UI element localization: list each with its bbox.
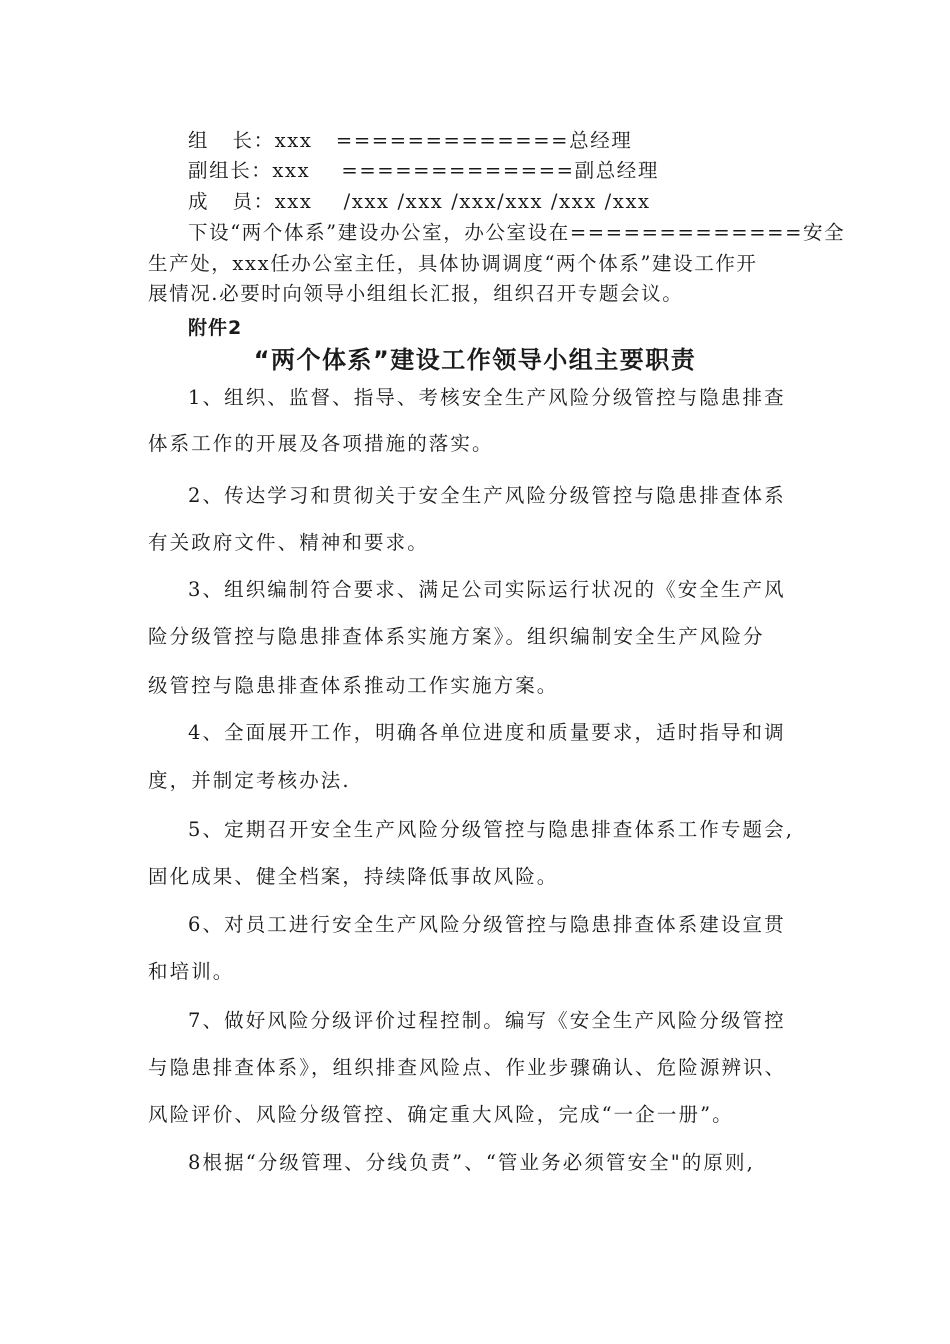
group-leader-line: 组 长：xxx =============总经理 (188, 129, 633, 152)
duty-5-line-2: 固化成果、健全档案，持续降低事故风险。 (148, 865, 559, 888)
duty-7-line-1: 7、做好风险分级评价过程控制。编写《安全生产风险分级管控 (188, 1009, 786, 1032)
office-paragraph-line-3: 展情况.必要时向领导小组组长汇报，组织召开专题会议。 (148, 282, 684, 305)
document-title: “两个体系”建设工作领导小组主要职责 (253, 346, 697, 374)
duty-1-line-1: 1、组织、监督、指导、考核安全生产风险分级管控与隐患排查 (188, 386, 786, 409)
duty-3-line-3: 级管控与隐患排查体系推动工作实施方案。 (148, 674, 559, 697)
duty-4-line-2: 度，并制定考核办法. (148, 769, 351, 792)
group-members-line: 成 员：xxx /xxx /xxx /xxx/xxx /xxx /xxx (188, 190, 651, 213)
duty-1-line-2: 体系工作的开展及各项措施的落实。 (148, 432, 494, 455)
duty-4-line-1: 4、全面展开工作，明确各单位进度和质量要求，适时指导和调 (188, 721, 786, 744)
attachment-label: 附件2 (188, 317, 243, 339)
duty-6-line-1: 6、对员工进行安全生产风险分级管控与隐患排查体系建设宣贯 (188, 913, 786, 936)
office-paragraph-line-1: 下设“两个体系”建设办公室，办公室设在=============安全 (188, 221, 846, 244)
duty-5-line-1: 5、定期召开安全生产风险分级管控与隐患排查体系工作专题会, (188, 818, 795, 841)
duty-7-line-3: 风险评价、风险分级管控、确定重大风险，完成“一企一册”。 (148, 1103, 734, 1126)
duty-3-line-1: 3、组织编制符合要求、满足公司实际运行状况的《安全生产风 (188, 578, 786, 601)
duty-7-line-2: 与隐患排查体系》，组织排查风险点、作业步骤确认、危险源辨识、 (148, 1056, 787, 1079)
duty-2-line-1: 2、传达学习和贯彻关于安全生产风险分级管控与隐患排查体系 (188, 484, 786, 507)
duty-8-line-1: 8根据“分级管理、分线负责”、“管业务必须管安全"的原则, (188, 1151, 755, 1174)
office-paragraph-line-2: 生产处，xxx任办公室主任，具体协调调度“两个体系”建设工作开 (148, 252, 758, 275)
duty-6-line-2: 和培训。 (148, 960, 235, 983)
group-deputy-line: 副组长：xxx =============副总经理 (188, 159, 659, 182)
duty-3-line-2: 险分级管控与隐患排查体系实施方案》。组织编制安全生产风险分 (148, 625, 765, 648)
duty-2-line-2: 有关政府文件、精神和要求。 (148, 531, 429, 554)
